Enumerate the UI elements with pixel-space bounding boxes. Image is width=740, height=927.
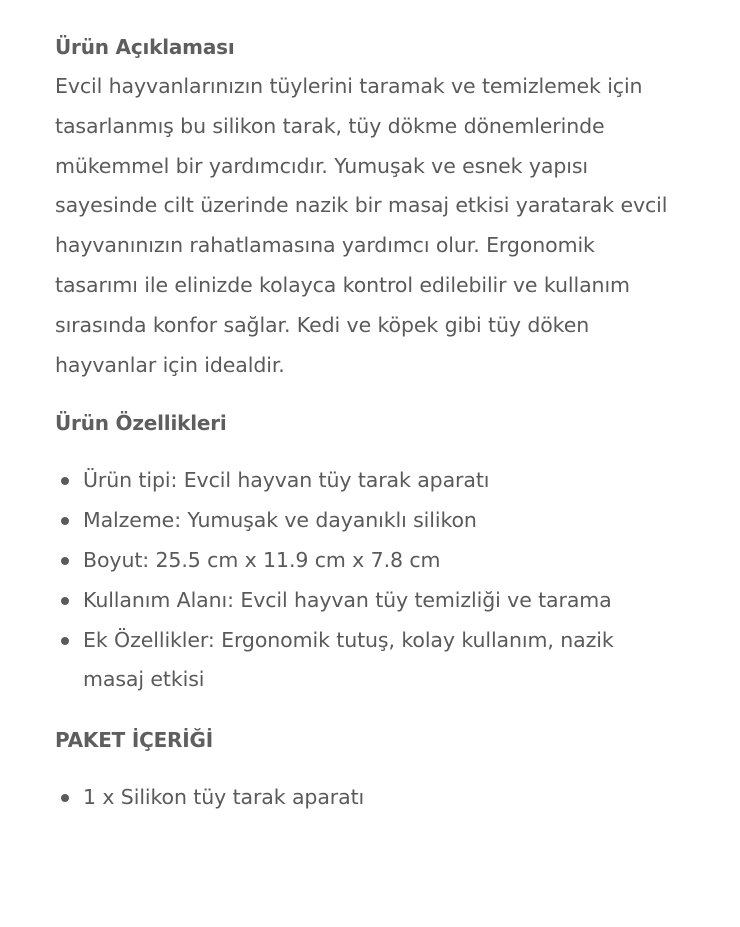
list-item-text: Kullanım Alanı: Evcil hayvan tüy temizliği ve tarama [83, 587, 612, 612]
features-list [55, 461, 675, 700]
list-item-text: Ek Özellikler: Ergonomik tutuş, kolay kullanım, nazik masaj etkisi [83, 627, 614, 692]
list-item [55, 541, 675, 581]
list-item-text: Boyut: 25.5 cm x 11.9 cm x 7.8 cm [83, 547, 441, 572]
list-item-text: 1 x Silikon tüy tarak aparatı [83, 785, 365, 810]
list-item-text: Ürün tipi: Evcil hayvan tüy tarak aparatı [83, 468, 490, 493]
list-item [55, 778, 675, 818]
list-item-text: Malzeme: Yumuşak ve dayanıklı silikon [83, 508, 477, 533]
bullet-icon [61, 794, 69, 802]
description-section [55, 27, 675, 385]
bullet-icon [61, 517, 69, 525]
product-details [55, 27, 675, 818]
list-item [55, 501, 675, 541]
features-section [55, 403, 675, 700]
package-heading: PAKET İÇERİĞİ [55, 728, 213, 753]
description-heading: Ürün Açıklaması [55, 35, 235, 59]
package-list [55, 778, 675, 818]
list-item [55, 581, 675, 621]
list-item [55, 461, 675, 501]
description-text: Evcil hayvanlarınızın tüylerini taramak ve temizlemek için tasarlanmış bu silikon tarak, tüy dökme dönemlerinde mükemmel bir yardımcıdır. Yumuşak ve esnek yapısı sayesinde cilt üzerinde nazik bir masaj etkisi yaratarak evcil hayvanınızın rahatlamasına yardımcı olur. Ergonomik tasarımı ile elinizde kolayca kontrol edilebilir ve kullanım sırasında konfor sağlar. Kedi ve köpek gibi tüy döken hayvanlar için idealdir. [55, 74, 668, 377]
bullet-icon [61, 637, 69, 645]
bullet-icon [61, 477, 69, 485]
bullet-icon [61, 557, 69, 565]
bullet-icon [61, 597, 69, 605]
features-heading: Ürün Özellikleri [55, 411, 227, 436]
package-section [55, 720, 675, 818]
list-item [55, 621, 675, 701]
